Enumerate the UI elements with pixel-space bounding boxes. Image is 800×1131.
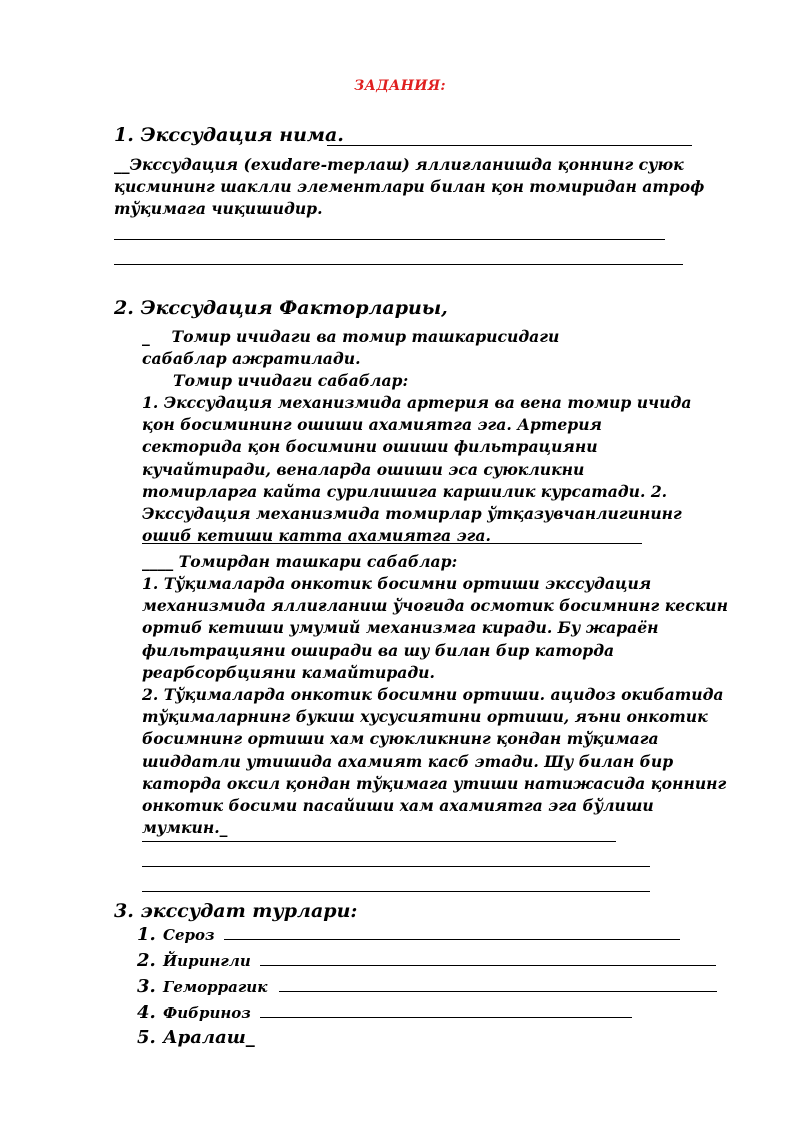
item-number: 1. [137,924,156,945]
answer-line [279,977,717,992]
outer-causes-text-2: 2. Тўқималарда онкотик босимни ортиши. ацидоз окибатида тўқималарнинг букиш хусусиятини ортиши, яъни онкотик босимнинг ортиши хам суюкликнинг қондан тўқимага шиддатли утишида ахамият касб этади. Шу билан бир каторда оксил қондан тўқимага утиши натижасида қоннинг онкотик босими пасайиши хам ахамиятга эга бўлиши мумкин._ [142,685,727,838]
item-label: Геморрагик [163,978,268,996]
item-number: 4. [137,1002,156,1023]
answer-line [260,951,716,966]
item-number: 3. [137,976,156,997]
item-label: Аралаш_ [163,1027,255,1048]
item-number: 5. [137,1027,156,1048]
answer-text: Экссудация (exudare-терлаш) яллиғланишда қоннинг суюк қисмининг шаклли элементлари билан қон томиридан атроф тўқимага чиқишидир. [114,155,705,219]
inner-causes-text: 1. Экссудация механизмида артерия ва вена томир ичида қон босимининг ошиши ахамиятга эга. Артерия секторида қон босимини ошиши фильтрацияни кучайтиради, веналарда ошиши эса суюкликни томирларга кайта сурилишига каршилик курсатади. 2. Экссудация механизмида томирлар ўтқазувчанлигининг ошиб кетиши катта ахамиятга эга. [142,393,692,546]
answer-line [142,543,642,544]
answer-line [224,925,680,940]
item-label: Йирингли [163,952,251,970]
question-2-intro [142,326,642,370]
outer-prefix: ____ [142,552,174,571]
list-item [137,1002,632,1023]
outer-causes-title [142,551,457,573]
question-3-heading: 3. экссудат турлари: [114,900,358,922]
list-item [137,924,680,945]
answer-prefix: __ [114,155,130,174]
answer-line [142,891,650,892]
list-item [137,950,716,971]
question-1-heading: 1. Экссудация нима. [114,124,344,146]
question-2-heading: 2. Экссудация Факторлариы, [114,297,448,319]
page-title: ЗАДАНИЯ: [354,78,446,94]
inner-causes-title: Томир ичидаги сабаблар: [173,371,409,390]
answer-line [142,841,616,842]
answer-line [114,264,683,265]
item-label: Фибриноз [163,1004,251,1022]
list-item [137,976,717,997]
answer-line [260,1003,632,1018]
answer-line [114,239,665,240]
intro-prefix: _ [142,327,150,346]
list-item [137,1027,255,1048]
item-number: 2. [137,950,156,971]
question-1-answer [114,154,714,221]
intro-text: Томир ичидаги ва томир ташкарисидаги сабаблар ажратилади. [142,327,560,369]
outer-title-text: Томирдан ташкари сабаблар: [178,552,458,571]
answer-line [142,866,650,867]
item-label: Сероз [163,926,215,944]
outer-causes-text-1: 1. Тўқималарда онкотик босимни ортиши экссудация механизмида яллиғланиш ўчоғида осмотик босимнинг кескин ортиб кетиши умумий механизмга киради. Бу жараён фильтрацияни оширади ва шу билан бир каторда реарбсорбцияни камайтиради. [142,574,728,682]
answer-line [327,145,692,146]
